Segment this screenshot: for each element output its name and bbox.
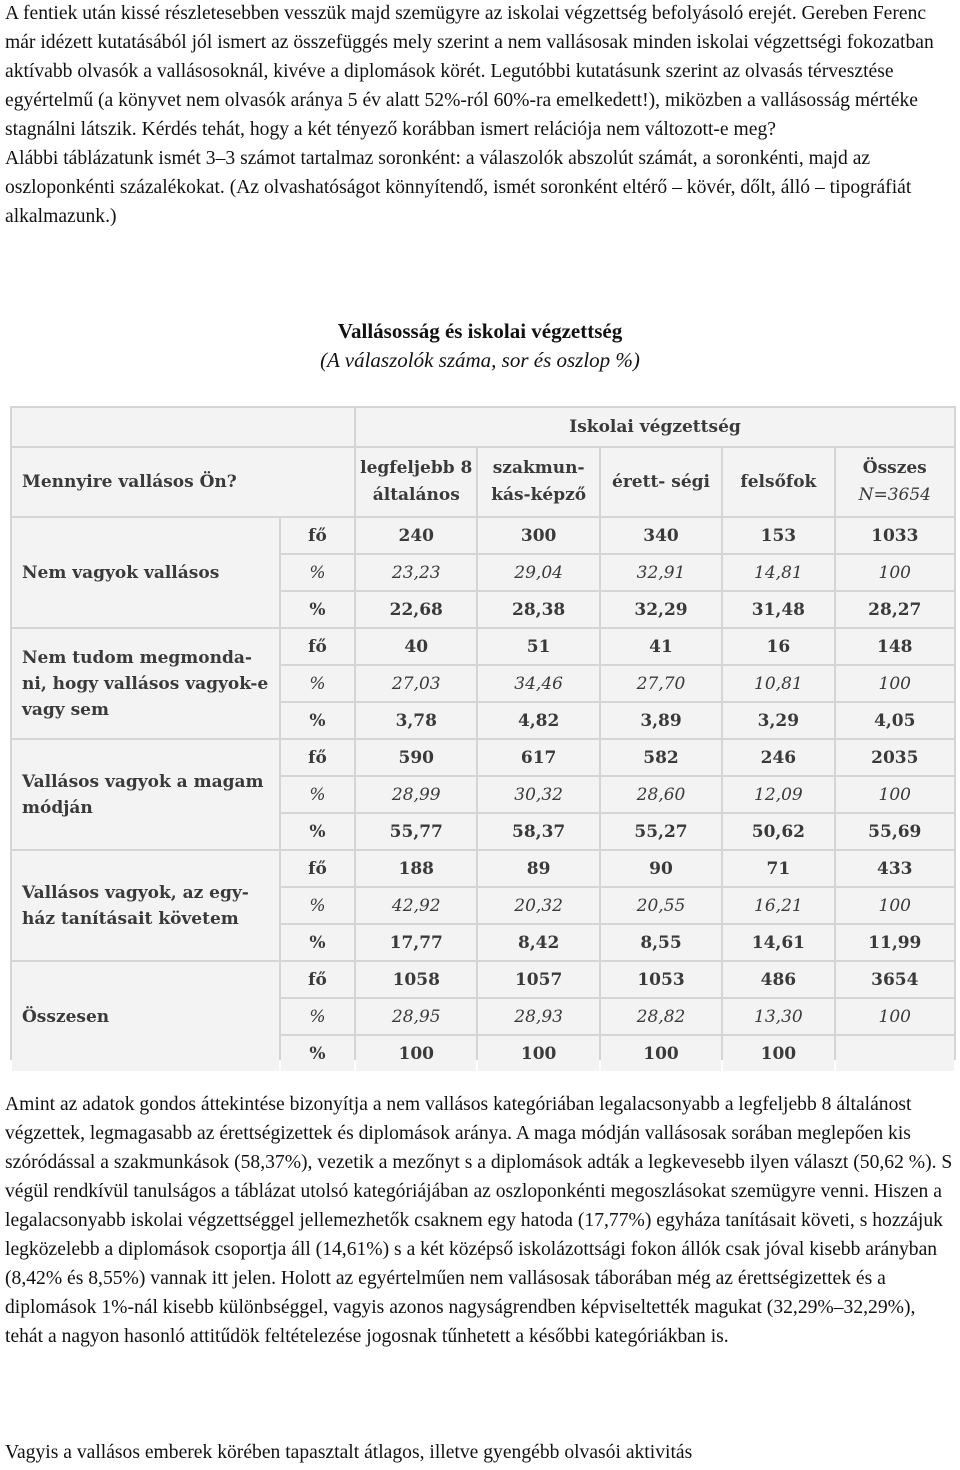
value-cell: 28,82 [601, 999, 721, 1034]
value-cell: 433 [836, 851, 954, 886]
corner-header: Mennyire vallásos Ön? [12, 448, 354, 516]
value-cell: 51 [478, 629, 598, 664]
value-cell: 14,61 [723, 925, 833, 960]
unit-cell: fő [281, 851, 354, 886]
value-cell: 10,81 [723, 666, 833, 701]
value-cell: 41 [601, 629, 721, 664]
value-cell: 30,32 [478, 777, 598, 812]
col-header-osszes-label: Összes [862, 458, 927, 478]
table-row [12, 740, 954, 775]
value-cell: 340 [601, 518, 721, 553]
value-cell: 23,23 [356, 555, 476, 590]
unit-cell: % [281, 925, 354, 960]
row-label-egyhaz-tanitas: Vallásos vagyok, az egy- ház tanításait követem [12, 851, 279, 960]
intro-paragraph [5, 0, 955, 231]
value-cell: 153 [723, 518, 833, 553]
unit-cell: % [281, 703, 354, 738]
outro-paragraph-2: Vagyis a vallásos emberek körében tapasztalt átlagos, illetve gyengébb olvasói aktivitás [5, 1442, 693, 1463]
value-cell: 100 [723, 1036, 833, 1071]
unit-cell: % [281, 592, 354, 627]
value-cell: 16,21 [723, 888, 833, 923]
value-cell: 28,99 [356, 777, 476, 812]
value-cell: 31,48 [723, 592, 833, 627]
value-cell: 27,03 [356, 666, 476, 701]
value-cell: 148 [836, 629, 954, 664]
unit-cell: fő [281, 962, 354, 997]
unit-cell: fő [281, 740, 354, 775]
value-cell: 55,77 [356, 814, 476, 849]
outro-paragraph: Amint az adatok gondos áttekintése bizonyítja a nem vallásos kategóriában legalacsonyabb a legfeljebb 8 általánost végzettek, legmagasabb az érettségizettek és diplomások aránya. A maga módján vallásosak sorában meglepően kis szóródással a szakmunkások (58,37%), vezetik a mezőnyt s a diplomások adták a legkevesebb ilyen választ (50,62 %). S végül rendkívül tanulságos a táblázat utolsó kategóriájában az oszloponkénti megoszlásokat szemügyre venni. Hiszen a legalacsonyabb iskolai végzettséggel jellemezhetők csaknem egy hatoda (17,77%) egyháza tanításait követi, s hozzájuk legközelebb a diplomások csoportja áll (14,61%) s a két középső iskolázottsági fokon állók csak jóval kisebb arányban (8,42% és 8,55%) vannak itt jelen. Holott az egyértelműen nem vallásosak táborában még az érettségizettek és a diplomások 1%-nál kisebb különbséggel, vagyis azonos nagyságrendben képviseltették magukat (32,29%–32,29%), tehát a nagyon hasonló attitűdök feltételezése jogosnak tűnhetett a későbbi kategóriákban is. [5, 1094, 953, 1347]
unit-cell: fő [281, 518, 354, 553]
value-cell: 246 [723, 740, 833, 775]
value-cell: 100 [478, 1036, 598, 1071]
value-cell: 3,29 [723, 703, 833, 738]
value-cell: 582 [601, 740, 721, 775]
value-cell: 17,77 [356, 925, 476, 960]
religiosity-education-table [10, 406, 956, 1073]
table-row [12, 518, 954, 553]
value-cell: 58,37 [478, 814, 598, 849]
table-row [12, 851, 954, 886]
value-cell: 3654 [836, 962, 954, 997]
top-left-blank [12, 408, 354, 446]
table-subtitle: (A válaszolók száma, sor és oszlop %) [320, 348, 640, 372]
intro-text: A fentiek után kissé részletesebben vesszük majd szemügyre az iskolai végzettség befolyásoló erejét. Gereben Ferenc már idézett kutatásából jól ismert az összefüggés mely szerint a nem vallásosak minden iskolai végzettségi fokozatban aktívabb olvasók a vallásosoknál, kivéve a diplomások körét. Legutóbbi kutatásunk szerint az olvasás térvesztése egyértelmű (a könyvet nem olvasók aránya 5 év alatt 52%-ról 60%-ra emelkedett!), miközben a vallásosság mértéke stagnálni látszik. Kérdés tehát, hogy a két tényező korábban ismert relációja nem változott-e meg? [5, 3, 934, 140]
value-cell: 29,04 [478, 555, 598, 590]
value-cell: 40 [356, 629, 476, 664]
value-cell: 1033 [836, 518, 954, 553]
value-cell: 300 [478, 518, 598, 553]
unit-cell: fő [281, 629, 354, 664]
value-cell: 1058 [356, 962, 476, 997]
value-cell: 55,27 [601, 814, 721, 849]
value-cell: 13,30 [723, 999, 833, 1034]
value-cell: 12,09 [723, 777, 833, 812]
unit-cell: % [281, 555, 354, 590]
table-title: Vallásosság és iskolai végzettség [337, 319, 623, 343]
value-cell: 100 [356, 1036, 476, 1071]
value-cell: 32,29 [601, 592, 721, 627]
value-cell: 1057 [478, 962, 598, 997]
unit-cell: % [281, 999, 354, 1034]
unit-cell: % [281, 666, 354, 701]
value-cell: 34,46 [478, 666, 598, 701]
value-cell: 3,89 [601, 703, 721, 738]
value-cell: 27,70 [601, 666, 721, 701]
group-header: Iskolai végzettség [356, 408, 954, 446]
row-label-maga-modjan: Vallásos vagyok a magam módján [12, 740, 279, 849]
value-cell: 28,95 [356, 999, 476, 1034]
value-cell: 55,69 [836, 814, 954, 849]
value-cell: 4,82 [478, 703, 598, 738]
unit-cell: % [281, 1036, 354, 1071]
col-header-8-altalanos: legfeljebb 8 általános [356, 448, 476, 516]
value-cell: 89 [478, 851, 598, 886]
value-cell: 100 [836, 555, 954, 590]
row-label-osszesen: Összesen [12, 962, 279, 1071]
value-cell: 8,55 [601, 925, 721, 960]
value-cell: 486 [723, 962, 833, 997]
value-cell: 188 [356, 851, 476, 886]
value-cell: 28,38 [478, 592, 598, 627]
value-cell: 8,42 [478, 925, 598, 960]
col-header-felsofok: felsőfok [723, 448, 833, 516]
value-cell: 590 [356, 740, 476, 775]
value-cell: 4,05 [836, 703, 954, 738]
value-cell: 2035 [836, 740, 954, 775]
row-label-nem-tudom: Nem tudom megmonda- ni, hogy vallásos vagyok-e vagy sem [12, 629, 279, 738]
col-header-erettsegi: érett- ségi [601, 448, 721, 516]
unit-cell: % [281, 777, 354, 812]
value-cell: 28,27 [836, 592, 954, 627]
value-cell: 16 [723, 629, 833, 664]
value-cell: 100 [836, 777, 954, 812]
value-cell: 20,32 [478, 888, 598, 923]
value-cell: 71 [723, 851, 833, 886]
value-cell [836, 1036, 954, 1071]
unit-cell: % [281, 814, 354, 849]
table-row [12, 962, 954, 997]
value-cell: 14,81 [723, 555, 833, 590]
col-header-szakmunkas: szakmun- kás-képző [478, 448, 598, 516]
value-cell: 50,62 [723, 814, 833, 849]
value-cell: 90 [601, 851, 721, 886]
value-cell: 22,68 [356, 592, 476, 627]
value-cell: 32,91 [601, 555, 721, 590]
value-cell: 100 [601, 1036, 721, 1071]
value-cell: 100 [836, 666, 954, 701]
data-table [10, 406, 956, 1064]
value-cell: 42,92 [356, 888, 476, 923]
row-label-nem-vallasos: Nem vagyok vallásos [12, 518, 279, 627]
value-cell: 20,55 [601, 888, 721, 923]
value-cell: 28,60 [601, 777, 721, 812]
value-cell: 100 [836, 999, 954, 1034]
value-cell: 3,78 [356, 703, 476, 738]
value-cell: 11,99 [836, 925, 954, 960]
intro-text-2: Alábbi táblázatunk ismét 3–3 számot tartalmaz soronként: a válaszolók abszolút számát, a soronkénti, majd az oszloponkénti százalékokat. (Az olvashatóságot könnyítendő, ismét soronként eltérő – kövér, dőlt, álló – tipográfiát alkalmazunk.) [5, 148, 912, 227]
value-cell: 617 [478, 740, 598, 775]
value-cell: 28,93 [478, 999, 598, 1034]
table-row [12, 629, 954, 664]
total-n-label: N=3654 [858, 485, 931, 505]
col-header-osszes [836, 448, 954, 516]
value-cell: 100 [836, 888, 954, 923]
value-cell: 1053 [601, 962, 721, 997]
unit-cell: % [281, 888, 354, 923]
value-cell: 240 [356, 518, 476, 553]
